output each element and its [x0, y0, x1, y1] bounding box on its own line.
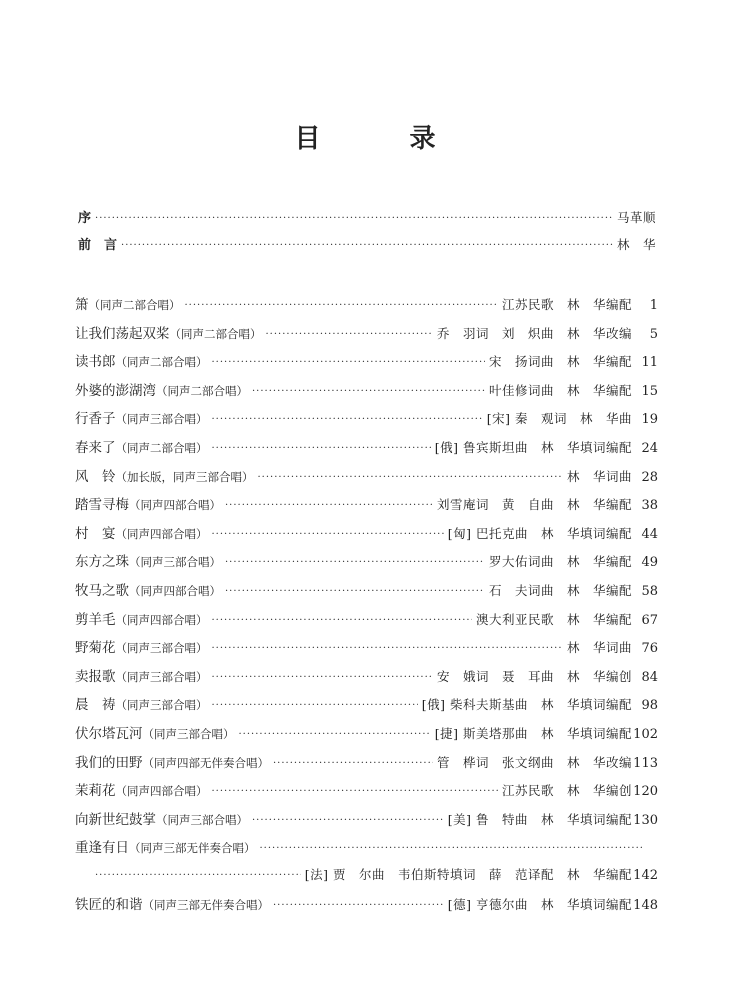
entry-page-number: 113: [633, 755, 658, 771]
entry-title: [75, 293, 181, 313]
toc-entry: [75, 836, 658, 865]
leader-dots: [258, 472, 563, 483]
leader-dots: [260, 843, 645, 854]
entry-title-text: 风 铃: [75, 468, 116, 485]
toc-entry: [75, 693, 658, 722]
leader-dots: [252, 386, 485, 397]
leader-dots: [95, 213, 613, 224]
entry-subtitle: （加长版，同声三部合唱）: [115, 469, 254, 484]
toc-entry: [75, 293, 658, 322]
entry-title-text: 踏雪寻梅: [75, 497, 129, 514]
entry-title: [75, 836, 256, 856]
leader-dots: [225, 586, 485, 597]
entry-page-number: 49: [641, 555, 658, 571]
leader-dots: [212, 443, 431, 454]
entry-credit: [捷] 斯美塔那曲 林 华填词编配: [434, 725, 632, 741]
entry-credit: 林 华词曲: [566, 640, 632, 656]
entry-title-text: 牧马之歌: [75, 582, 129, 599]
entry-subtitle: （同声四部合唱）: [115, 526, 208, 541]
toc-entry: [75, 465, 658, 494]
entry-subtitle: （同声三部合唱）: [115, 641, 208, 656]
entry-title: [75, 636, 208, 656]
entry-title: [75, 579, 221, 599]
toc-entry: [75, 407, 658, 436]
entry-title: [75, 436, 208, 456]
entry-title: [75, 322, 262, 342]
toc-entry: [75, 379, 658, 408]
leader-dots: [225, 557, 485, 568]
leader-dots: [212, 643, 563, 654]
entry-page-number: 5: [649, 326, 658, 342]
toc-entry: [75, 322, 658, 351]
entry-title-text: 野菊花: [75, 640, 116, 657]
entry-title: [75, 808, 248, 828]
entry-credit: [俄] 鲁宾斯坦曲 林 华填词编配: [434, 439, 632, 455]
toc-entry: [75, 579, 658, 608]
entry-credit: [匈] 巴托克曲 林 华填词编配: [447, 525, 632, 541]
toc-entry: [75, 522, 658, 551]
entry-page-number: 102: [633, 726, 658, 742]
entry-page-number: 11: [641, 355, 658, 371]
entry-credit: 管 桦词 张文纲曲 林 华改编: [436, 754, 632, 770]
entry-page-number: 67: [641, 612, 658, 628]
entry-title: [75, 493, 221, 513]
entry-page-number: 76: [641, 641, 658, 657]
leader-dots: [212, 786, 498, 797]
entry-page-number: 19: [641, 412, 658, 428]
entry-title-text: 向新世纪鼓掌: [75, 811, 156, 828]
toc-entry: [75, 865, 658, 894]
entry-credit: [德] 亨德尔曲 林 华填词编配: [447, 897, 632, 913]
entry-page-number: 58: [641, 583, 658, 599]
entry-page-number: 148: [633, 898, 658, 914]
entry-subtitle: （同声四部合唱）: [129, 498, 221, 513]
entry-subtitle: （同声四部合唱）: [115, 784, 208, 799]
entry-title-text: 铁匠的和谐: [75, 897, 143, 914]
entry-title-text: 村 宴: [75, 525, 116, 542]
entry-title: [75, 465, 254, 485]
preface-label: 序: [78, 211, 92, 226]
entry-title-text: 读书郎: [75, 354, 116, 371]
toc-list: [75, 293, 658, 922]
entry-subtitle: （同声三部合唱）: [156, 812, 248, 827]
entry-page-number: 84: [641, 669, 658, 685]
entry-subtitle: （同声二部合唱）: [88, 298, 181, 312]
entry-title: [75, 693, 208, 713]
entry-subtitle: （同声三部合唱）: [142, 726, 235, 741]
foreword-credit: 林 华: [616, 237, 656, 252]
entry-title-text: 卖报歌: [75, 668, 116, 685]
leader-dots: [273, 758, 433, 769]
entry-page-number: 130: [633, 812, 658, 828]
entry-title: [75, 407, 208, 427]
entry-title: [75, 722, 235, 742]
entry-page-number: 15: [641, 383, 658, 399]
entry-credit: 乔 羽词 刘 炽曲 林 华改编: [436, 325, 632, 341]
leader-dots: [212, 615, 472, 626]
entry-subtitle: （同声四部合唱）: [115, 612, 208, 627]
entry-page-number: 120: [633, 784, 658, 800]
entry-page-number: 142: [633, 867, 658, 883]
entry-subtitle: （同声三部合唱）: [129, 555, 221, 570]
entry-title: [75, 779, 208, 799]
entry-title-text: 剪羊毛: [75, 611, 116, 628]
entry-subtitle: （同声三部合唱）: [115, 669, 208, 684]
toc-entry: [75, 722, 658, 751]
leader-dots: [252, 815, 444, 826]
toc-entry: [75, 436, 658, 465]
entry-title: [75, 350, 208, 370]
entry-credit: 澳大利亚民歌 林 华编配: [475, 611, 632, 627]
entry-title-text: 东方之珠: [75, 554, 129, 571]
entry-title-text: 我们的田野: [75, 754, 143, 771]
leader-dots: [95, 870, 301, 881]
toc-entry: [75, 665, 658, 694]
entry-subtitle: （同声三部无伴奏合唱）: [129, 841, 256, 856]
leader-dots: [239, 729, 431, 740]
entry-title-text: 外婆的澎湖湾: [75, 382, 156, 399]
preface-list: [78, 207, 656, 261]
entry-title: [75, 522, 208, 542]
entry-credit: 叶佳修词曲 林 华编配: [488, 382, 632, 398]
entry-credit: 宋 扬词曲 林 华编配: [488, 354, 632, 370]
entry-title-text: 重逢有日: [75, 840, 129, 857]
entry-page-number: 1: [649, 298, 658, 313]
entry-subtitle: （同声三部合唱）: [115, 698, 208, 713]
leader-dots: [185, 300, 498, 311]
leader-dots: [212, 700, 418, 711]
entry-title-text: 春来了: [75, 439, 116, 456]
toc-entry: [75, 608, 658, 637]
toc-entry: [75, 636, 658, 665]
entry-subtitle: （同声二部合唱）: [115, 355, 208, 370]
entry-title: [75, 893, 269, 913]
toc-entry: [75, 493, 658, 522]
foreword-label: 前 言: [78, 238, 118, 253]
entry-credit: 江苏民歌 林 华编配: [501, 297, 632, 312]
toc-entry: [75, 550, 658, 579]
entry-page-number: 44: [641, 526, 658, 542]
entry-page-number: 28: [641, 469, 658, 485]
entry-credit: 林 华词曲: [566, 468, 632, 484]
entry-credit: 江苏民歌 林 华编创: [501, 783, 632, 799]
entry-page-number: 24: [641, 440, 658, 456]
entry-subtitle: （同声四部无伴奏合唱）: [142, 755, 269, 770]
entry-credit: 石 夫词曲 林 华编配: [488, 582, 632, 598]
leader-dots: [212, 529, 444, 540]
entry-subtitle: （同声三部合唱）: [115, 412, 208, 427]
leader-dots: [212, 414, 483, 425]
entry-credit: [美] 鲁 特曲 林 华填词编配: [447, 811, 632, 827]
toc-entry: [75, 779, 658, 808]
entry-title: [75, 608, 208, 628]
leader-dots: [266, 329, 433, 340]
page-title: 目 录: [294, 124, 476, 154]
entry-subtitle: （同声三部无伴奏合唱）: [142, 898, 269, 913]
entry-credit: 罗大佑词曲 林 华编配: [488, 554, 632, 570]
entry-title-text: 让我们荡起双桨: [75, 325, 170, 342]
entry-title-text: 伏尔塔瓦河: [75, 725, 143, 742]
entry-page-number: 98: [641, 698, 658, 714]
entry-title-text: 晨 祷: [75, 697, 116, 714]
entry-credit: [俄] 柴科夫斯基曲 林 华填词编配: [421, 697, 632, 713]
leader-dots: [225, 500, 433, 511]
entry-subtitle: （同声四部合唱）: [129, 583, 221, 598]
toc-entry: [75, 751, 658, 780]
entry-title: [75, 751, 269, 771]
toc-entry: [75, 893, 658, 922]
entry-title-text: 箫: [75, 297, 89, 313]
entry-credit: [法] 贾 尔曲 韦伯斯特填词 薛 范译配 林 华编配: [304, 866, 632, 882]
entry-title: [75, 665, 208, 685]
leader-dots: [121, 240, 613, 251]
entry-title: [75, 379, 248, 399]
entry-credit: [宋] 秦 观词 林 华曲: [486, 411, 632, 427]
leader-dots: [212, 672, 433, 683]
entry-credit: 刘雪庵词 黄 自曲 林 华编配: [436, 497, 632, 513]
preface-credit: 马革顺: [616, 210, 656, 225]
toc-entry: [75, 808, 658, 837]
entry-title-text: 茉莉花: [75, 783, 116, 800]
leader-dots: [212, 357, 485, 368]
entry-page-number: 38: [641, 498, 658, 514]
entry-subtitle: （同声二部合唱）: [156, 383, 248, 398]
entry-credit: 安 娥词 聂 耳曲 林 华编创: [436, 668, 632, 684]
entry-subtitle: （同声二部合唱）: [169, 326, 262, 341]
preface-row: [78, 207, 656, 234]
entry-title: [75, 550, 221, 570]
toc-entry: [75, 350, 658, 379]
entry-title-text: 行香子: [75, 411, 116, 428]
entry-subtitle: （同声二部合唱）: [115, 440, 208, 455]
foreword-row: [78, 234, 656, 261]
leader-dots: [273, 900, 444, 911]
